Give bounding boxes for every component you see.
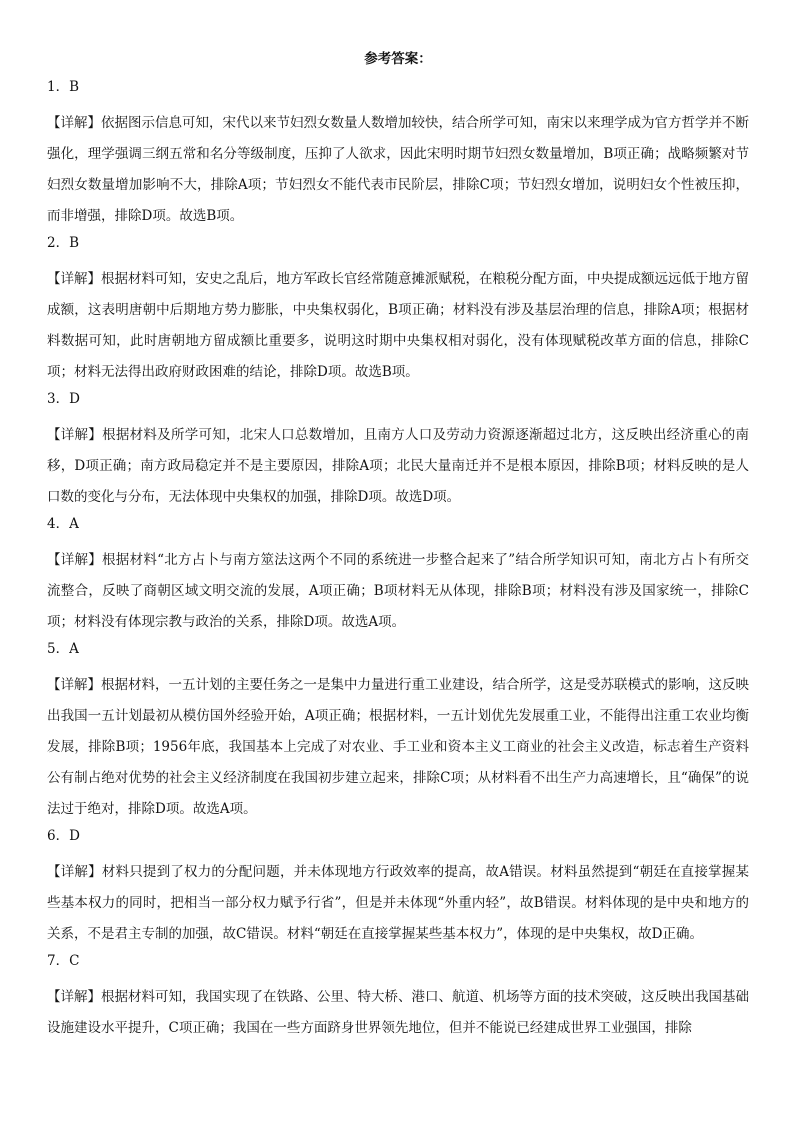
question-number: 6．D bbox=[47, 828, 80, 844]
answer-explanation bbox=[47, 420, 749, 513]
explanation-text: 根据材料及所学可知，北宋人口总数增加，且南方人口及劳动力资源逐渐超过北方，这反映出经济重心的南移，D项正确；南方政局稳定并不是主要原因，排除A项；北民大量南迁并不是根本原因，排除B项；材料反映的是人口数的变化与分布，无法体现中央集权的加强，排除D项。故选D项。 bbox=[47, 427, 750, 505]
explanation-text: 材料只提到了权力的分配问题，并未体现地方行政效率的提高，故A错误。材料虽然提到“朝廷在直接掌握某些基本权力的同时，把相当一部分权力赋予行省”，但是并未体现“外重内轻”，故B错误。材料体现的是中央和地方的关系，不是君主专制的加强，故C错误。材料“朝廷在直接掌握某些基本权力”，体现的是中央集权，故D正确。 bbox=[47, 864, 749, 942]
explanation-tag: 【详解】 bbox=[47, 677, 101, 693]
explanation-tag: 【详解】 bbox=[47, 271, 101, 287]
question-number: 1．B bbox=[47, 79, 80, 95]
question-number: 4．A bbox=[47, 516, 79, 532]
answer-explanation bbox=[47, 670, 749, 825]
explanation-tag: 【详解】 bbox=[47, 552, 103, 568]
question-number: 2．B bbox=[47, 235, 80, 251]
answer-explanation bbox=[47, 108, 749, 232]
question-number: 5．A bbox=[47, 641, 79, 657]
explanation-text: 根据材料可知，安史之乱后，地方军政长官经常随意摊派赋税，在粮税分配方面，中央提成额远远低于地方留成额，这表明唐朝中后期地方势力膨胀，中央集权弱化，B项正确；材料没有涉及基层治理的信息，排除A项；根据材料数据可知，此时唐朝地方留成额比重要多，说明这时期中央集权相对弱化，没有体现赋税改革方面的信息，排除C项；材料无法得出政府财政困难的结论，排除D项。故选B项。 bbox=[47, 271, 749, 380]
question-number: 3．D bbox=[47, 391, 80, 407]
explanation-text: 根据材料可知，我国实现了在铁路、公里、特大桥、港口、航道、机场等方面的技术突破，这反映出我国基础设施建设水平提升，C项正确；我国在一些方面跻身世界领先地位，但并不能说已经建成世界工业强国，排除 bbox=[47, 989, 749, 1036]
explanation-tag: 【详解】 bbox=[47, 989, 101, 1005]
answer-explanation bbox=[47, 857, 749, 950]
explanation-tag: 【详解】 bbox=[47, 864, 102, 880]
answer-page bbox=[47, 50, 749, 1045]
explanation-text: 根据材料，一五计划的主要任务之一是集中力量进行重工业建设，结合所学，这是受苏联模式的影响，这反映出我国一五计划最初从模仿国外经验开始，A项正确；根据材料，一五计划优先发展重工业，不能得出注重工农业均衡发展，排除B项；1956年底，我国基本上完成了对农业、手工业和资本主义工商业的社会主义改造，标志着生产资料公有制占绝对优势的社会主义经济制度在我国初步建立起来，排除C项；从材料看不出生产力高速增长，且“确保”的说法过于绝对，排除D项。故选A项。 bbox=[47, 677, 749, 817]
explanation-tag: 【详解】 bbox=[47, 115, 101, 131]
explanation-text: 依据图示信息可知，宋代以来节妇烈女数量人数增加较快，结合所学可知，南宋以来理学成为官方哲学并不断强化，理学强调三纲五常和名分等级制度，压抑了人欲求，因此宋明时期节妇烈女数量增加，B项正确；战略频繁对节妇烈女数量增加影响不大，排除A项；节妇烈女不能代表市民阶层，排除C项；节妇烈女增加，说明妇女个性被压抑，而非增强，排除D项。故选B项。 bbox=[47, 115, 749, 224]
answer-explanation bbox=[47, 264, 749, 388]
question-number: 7．C bbox=[47, 953, 80, 969]
page-title: 参考答案： bbox=[364, 51, 432, 67]
answer-explanation bbox=[47, 982, 749, 1044]
explanation-tag: 【详解】 bbox=[47, 427, 103, 443]
answer-explanation bbox=[47, 545, 749, 638]
explanation-text: 根据材料“北方占卜与南方筮法这两个不同的系统进一步整合起来了”结合所学知识可知，南北方占卜有所交流整合，反映了商朝区域文明交流的发展，A项正确；B项材料无从体现，排除B项；材料没有涉及国家统一，排除C项；材料没有体现宗教与政治的关系，排除D项。故选A项。 bbox=[47, 552, 750, 630]
